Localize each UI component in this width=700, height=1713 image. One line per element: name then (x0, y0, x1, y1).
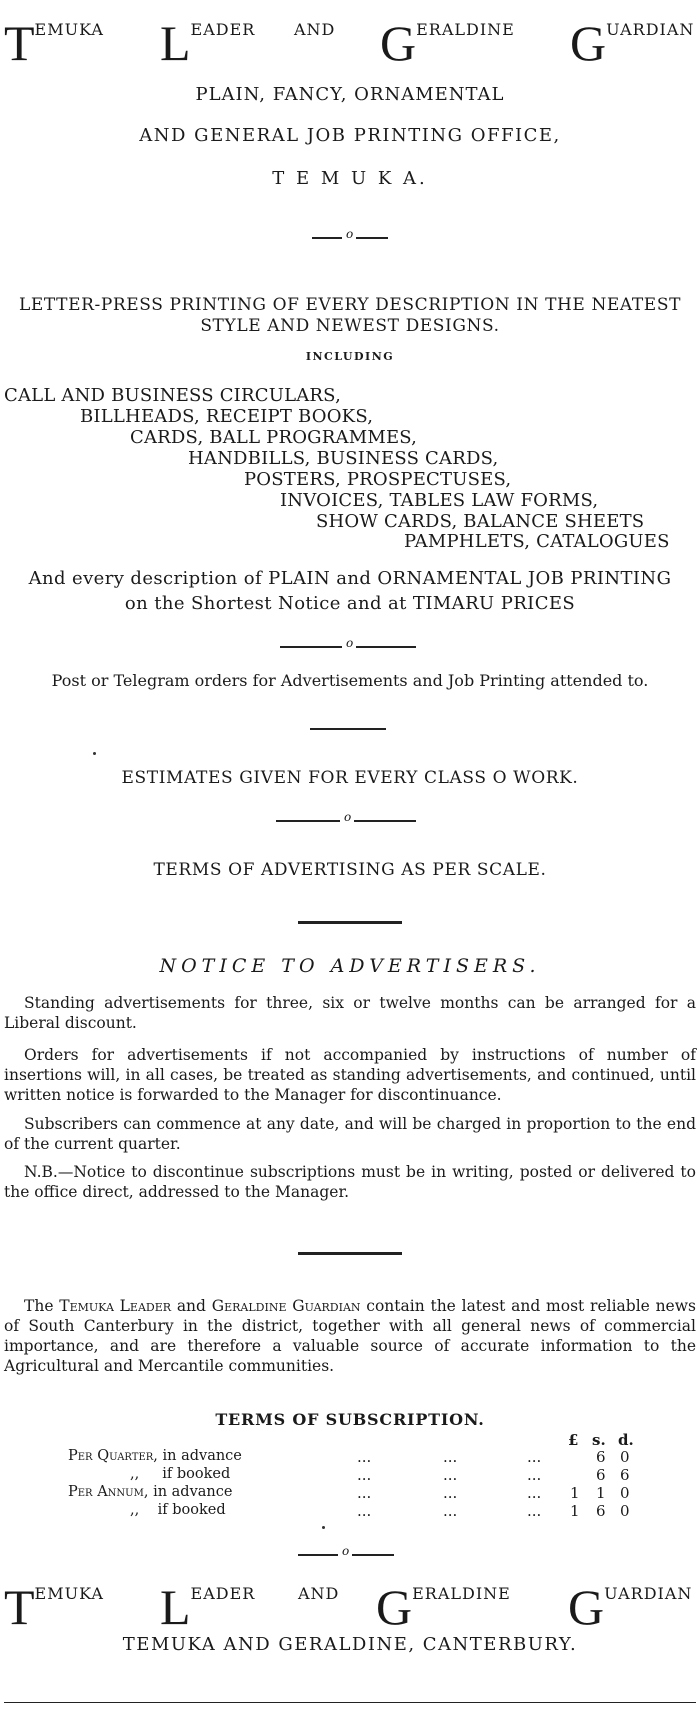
masthead-word-rest: EMUKA (34, 1584, 104, 1603)
every-description-line-2: on the Shortest Notice and at TIMARU PRICES (124, 593, 576, 614)
header-line-temuka: T E M U K A. (272, 168, 428, 189)
leader-dots: ... (443, 1448, 458, 1466)
leader-dots: ... (527, 1466, 542, 1484)
masthead-word-leader (160, 1579, 256, 1635)
amount-pence: 0 (620, 1484, 630, 1502)
masthead-and: AND (294, 20, 336, 39)
post-telegram-line: Post or Telegram orders for Advertisements and Job Printing attended to. (51, 671, 649, 690)
notice-paragraph: Standing advertisements for three, six or twelve months can be arranged for a Liberal discount. (4, 994, 696, 1032)
drop-cap: G (376, 1579, 413, 1635)
drop-cap: G (568, 1579, 605, 1635)
masthead-word-geraldine (376, 1579, 511, 1635)
print-speck (93, 752, 96, 755)
letterpress-line-2: STYLE AND NEWEST DESIGNS. (200, 316, 500, 336)
masthead-word-rest: EADER (190, 1584, 256, 1603)
service-item: SHOW CARDS, BALANCE SHEETS (316, 511, 645, 532)
leader-dots: ... (357, 1466, 372, 1484)
leader-dots: ... (527, 1502, 542, 1520)
letterpress-line-1: LETTER-PRESS PRINTING OF EVERY DESCRIPTION IN THE NEATEST (18, 295, 682, 315)
masthead-word-temuka (4, 15, 104, 71)
amount-pence: 6 (620, 1466, 630, 1484)
header-line-plain-fancy: PLAIN, FANCY, ORNAMENTAL (195, 84, 505, 105)
subscription-row: Per Quarter, in advance (68, 1448, 242, 1464)
currency-header-pounds: £ (568, 1431, 579, 1449)
divider-rule (310, 728, 386, 730)
ornament-divider: o (298, 1550, 394, 1560)
leader-dots: ... (357, 1448, 372, 1466)
amount-shillings: 6 (596, 1502, 606, 1520)
estimates-line: ESTIMATES GIVEN FOR EVERY CLASS O WORK. (121, 768, 579, 788)
masthead-word-rest: UARDIAN (604, 1584, 693, 1603)
leader-dots: ... (443, 1502, 458, 1520)
subscription-row: ,, if booked (130, 1466, 231, 1482)
paper-name: Geraldine Guardian (211, 1297, 361, 1315)
paper-name: Temuka Leader (59, 1297, 172, 1315)
amount-shillings: 6 (596, 1466, 606, 1484)
print-speck (322, 1526, 325, 1529)
divider-rule (298, 1252, 402, 1255)
service-item: HANDBILLS, BUSINESS CARDS, (188, 448, 499, 469)
leader-dots: ... (527, 1448, 542, 1466)
bottom-rule (4, 1702, 696, 1703)
masthead-word-rest: EMUKA (34, 20, 104, 39)
masthead-top (0, 15, 700, 71)
masthead-word-rest: ERALDINE (416, 20, 515, 39)
notice-title: NOTICE TO ADVERTISERS. (159, 955, 541, 977)
address-line: TEMUKA AND GERALDINE, CANTERBURY. (122, 1634, 578, 1655)
every-description-line-1: And every description of PLAIN and ORNAMENTAL JOB PRINTING (28, 568, 672, 589)
news-paragraph: The Temuka Leader and Geraldine Guardian contain the latest and most reliable news of South Canterbury in the district, together with all general news of commercial importance, and are therefore a valuable source of accurate information to the Agricultural and Mercantile communities. (4, 1297, 696, 1375)
drop-cap: T (4, 15, 35, 71)
drop-cap: L (160, 1579, 191, 1635)
masthead-word-rest: UARDIAN (606, 20, 695, 39)
service-item: INVOICES, TABLES LAW FORMS, (280, 490, 599, 511)
ornament-divider: o (276, 816, 416, 826)
notice-paragraph: Orders for advertisements if not accompanied by instructions of number of insertions will, in all cases, be treated as standing advertisements, and continued, until written notice is forwarded to the Manager for discontinuance. (4, 1046, 696, 1104)
masthead-word-temuka (4, 1579, 104, 1635)
amount-pence: 0 (620, 1448, 630, 1466)
masthead-word-guardian (570, 15, 695, 71)
service-item: BILLHEADS, RECEIPT BOOKS, (80, 406, 374, 427)
amount-pounds: 1 (570, 1502, 580, 1520)
amount-pounds: 1 (570, 1484, 580, 1502)
notice-paragraph: N.B.—Notice to discontinue subscriptions must be in writing, posted or delivered to the office direct, addressed to the Manager. (4, 1163, 696, 1201)
leader-dots: ... (443, 1484, 458, 1502)
service-item: PAMPHLETS, CATALOGUES (404, 531, 670, 552)
subscription-row: Per Annum, in advance (68, 1484, 233, 1500)
leader-dots: ... (443, 1466, 458, 1484)
drop-cap: L (160, 15, 191, 71)
amount-pence: 0 (620, 1502, 630, 1520)
currency-header-pence: d. (618, 1431, 634, 1449)
leader-dots: ... (357, 1502, 372, 1520)
ornament-divider: o (312, 233, 388, 243)
drop-cap: G (570, 15, 607, 71)
notice-paragraph: Subscribers can commence at any date, and will be charged in proportion to the end of the current quarter. (4, 1115, 696, 1153)
amount-shillings: 1 (596, 1484, 606, 1502)
masthead-and: AND (298, 1584, 340, 1603)
service-item: CALL AND BUSINESS CIRCULARS, (4, 385, 341, 406)
ornament-divider: o (280, 642, 416, 652)
masthead-word-geraldine (380, 15, 515, 71)
masthead-word-leader (160, 15, 256, 71)
subscription-title: TERMS OF SUBSCRIPTION. (215, 1410, 485, 1429)
divider-rule (298, 921, 402, 924)
terms-advertising-line: TERMS OF ADVERTISING AS PER SCALE. (153, 860, 547, 880)
service-item: POSTERS, PROSPECTUSES, (244, 469, 512, 490)
currency-header-shillings: s. (592, 1431, 606, 1449)
leader-dots: ... (357, 1484, 372, 1502)
masthead-word-rest: ERALDINE (412, 1584, 511, 1603)
amount-shillings: 6 (596, 1448, 606, 1466)
drop-cap: T (4, 1579, 35, 1635)
drop-cap: G (380, 15, 417, 71)
leader-dots: ... (527, 1484, 542, 1502)
subscription-row: ,, if booked (130, 1502, 226, 1518)
including-label: INCLUDING (305, 350, 395, 363)
masthead-bottom (0, 1579, 700, 1635)
masthead-word-guardian (568, 1579, 693, 1635)
header-line-job-printing: AND GENERAL JOB PRINTING OFFICE, (139, 125, 561, 146)
service-item: CARDS, BALL PROGRAMMES, (130, 427, 418, 448)
masthead-word-rest: EADER (190, 20, 256, 39)
